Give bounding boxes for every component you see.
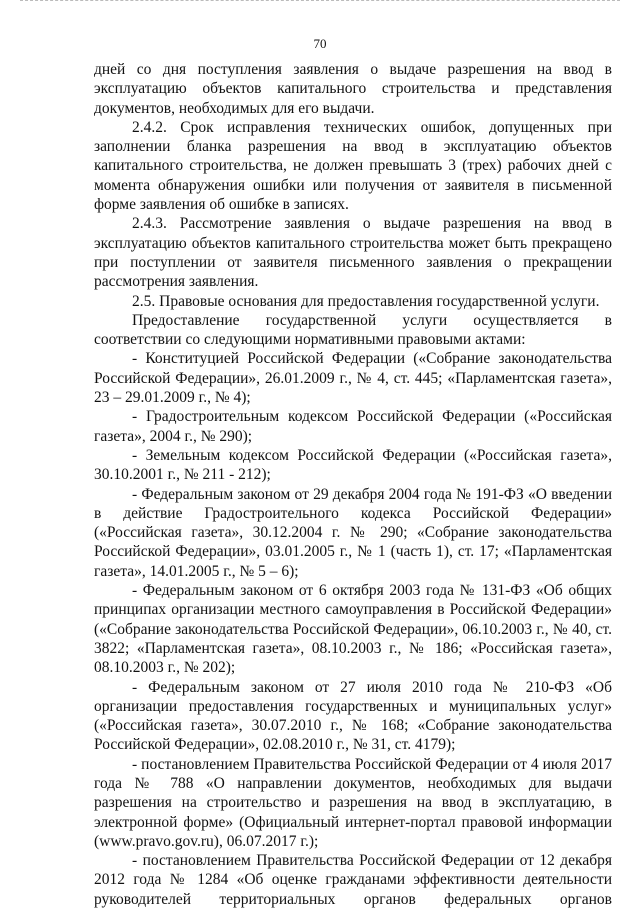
list-item-law-131: - Федеральным законом от 6 октября 2003 года № 131-ФЗ «Об общих принципах организации местного самоуправления в Российской Федерации» («Собрание законодательства Российской Федерации», 06.10.2003 г., № 40, ст. 3822; «Парламентская газета», 08.10.2003 г., № 186; «Российская газета», 08.10.2003 г., № 202); bbox=[94, 582, 612, 677]
paragraph-continuation: дней со дня поступления заявления о выдаче разрешения на ввод в эксплуатацию объектов капитального строительства и представления документов, необходимых для его выдачи. bbox=[94, 61, 612, 117]
list-item-decree-788: - постановлением Правительства Российской Федерации от 4 июля 2017 года № 788 «О направлении документов, необходимых для выдачи разрешения на строительство и разрешения на ввод в эксплуатацию, в электронной форме» (Официальный интернет-портал правовой информации (www.pravo.gov.ru), 06.07.2017 г.); bbox=[94, 755, 612, 850]
paragraph-intro-legal-acts: Предоставление государственной услуги осуществляется в соответствии со следующими нормативными правовыми актами: bbox=[94, 311, 612, 349]
scan-edge-divider bbox=[20, 0, 620, 3]
paragraph-2-4-3: 2.4.3. Рассмотрение заявления о выдаче разрешения на ввод в эксплуатацию объектов капитального строительства может быть прекращено при поступлении от заявителя письменного заявления о прекращении рассмотрения заявления. bbox=[94, 215, 612, 291]
list-item-law-191: - Федеральным законом от 29 декабря 2004 года № 191-ФЗ «О введении в действие Градостроительного кодекса Российской Федерации» («Российская газета», 30.12.2004 г. № 290; «Собрание законодательства Российской Федерации», 03.01.2005 г., № 1 (часть 1), ст. 17; «Парламентская газета», 14.01.2005 г., № 5 – 6); bbox=[94, 485, 612, 580]
list-item-law-210: - Федеральным законом от 27 июля 2010 года № 210-ФЗ «Об организации предоставления государственных и муниципальных услуг» («Российская газета», 30.07.2010 г., № 168; «Собрание законодательства Российской Федерации», 02.08.2010 г., № 31, ст. 4179); bbox=[94, 678, 612, 754]
document-body bbox=[94, 60, 612, 909]
list-item-constitution: - Конституцией Российской Федерации («Собрание законодательства Российской Федерации», 26.01.2009 г., № 4, ст. 445; «Парламентская газета», 23 – 29.01.2009 г., № 4); bbox=[94, 350, 612, 407]
list-item-urban-code: - Градостроительным кодексом Российской Федерации («Российская газета», 2004 г., № 290); bbox=[94, 408, 612, 445]
section-heading-2-5: 2.5. Правовые основания для предоставления государственной услуги. bbox=[132, 292, 600, 310]
paragraph-2-4-2: 2.4.2. Срок исправления технических ошибок, допущенных при заполнении бланка разрешения на ввод в эксплуатацию объектов капитального строительства, не должен превышать 3 (трех) рабочих дней с момента обнаружения ошибки или получения от заявителя в письменной форме заявления об ошибке в записях. bbox=[94, 118, 612, 214]
list-item-land-code: - Земельным кодексом Российской Федерации («Российская газета», 30.10.2001 г., № 211 - 212); bbox=[94, 446, 612, 484]
page-number: 70 bbox=[313, 36, 327, 51]
list-item-decree-1284: - постановлением Правительства Российской Федерации от 12 декабря 2012 года № 1284 «Об оценке гражданами эффективности деятельности руководителей территориальных органов федеральных органов bbox=[94, 852, 612, 908]
